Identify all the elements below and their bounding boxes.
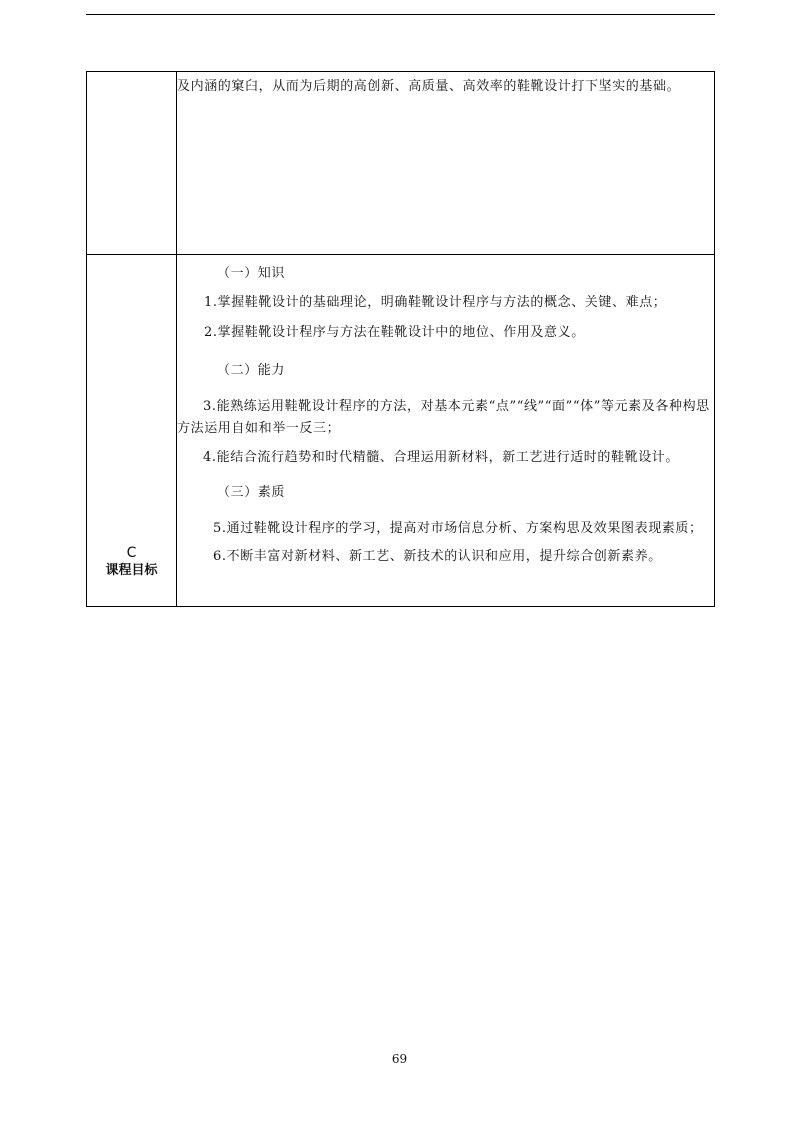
row-content-cell bbox=[177, 72, 715, 255]
section-heading-quality: （三）素质 bbox=[217, 485, 286, 500]
goal-item: 6.不断丰富对新材料、新工艺、新技术的认识和应用，提升综合创新素养。 bbox=[213, 549, 662, 564]
page-number: 69 bbox=[391, 1052, 408, 1066]
row-label-cell bbox=[87, 255, 177, 607]
header-rule bbox=[86, 14, 715, 15]
table-row-course-goals bbox=[87, 255, 715, 607]
section-heading-knowledge: （一）知识 bbox=[217, 266, 286, 281]
row-label bbox=[87, 255, 176, 606]
row-label-code: C bbox=[126, 545, 137, 561]
goal-item: 1.掌握鞋靴设计的基础理论，明确鞋靴设计程序与方法的概念、关键、难点； bbox=[204, 295, 667, 310]
row-label-title: 课程目标 bbox=[105, 563, 158, 578]
goal-item: 5.通过鞋靴设计程序的学习，提高对市场信息分析、方案构思及效果图表现素质； bbox=[213, 521, 703, 536]
course-table bbox=[86, 71, 715, 607]
row-label-cell bbox=[87, 72, 177, 255]
goal-item: 2.掌握鞋靴设计程序与方法在鞋靴设计中的地位、作用及意义。 bbox=[204, 325, 585, 340]
goal-item: 4.能结合流行趋势和时代精髓、合理运用新材料，新工艺进行适时的鞋靴设计。 bbox=[203, 450, 680, 465]
table-row-continuation bbox=[87, 72, 715, 255]
row-content-cell bbox=[177, 255, 715, 607]
section-heading-ability: （二）能力 bbox=[217, 363, 286, 378]
continuation-text: 及内涵的窠臼，从而为后期的高创新、高质量、高效率的鞋靴设计打下坚实的基础。 bbox=[177, 79, 681, 94]
goal-item: 3.能熟练运用鞋靴设计程序的方法，对基本元素“点”“线”“面”“体”等元素及各种构思方法运用自如和举一反三； bbox=[177, 399, 710, 436]
